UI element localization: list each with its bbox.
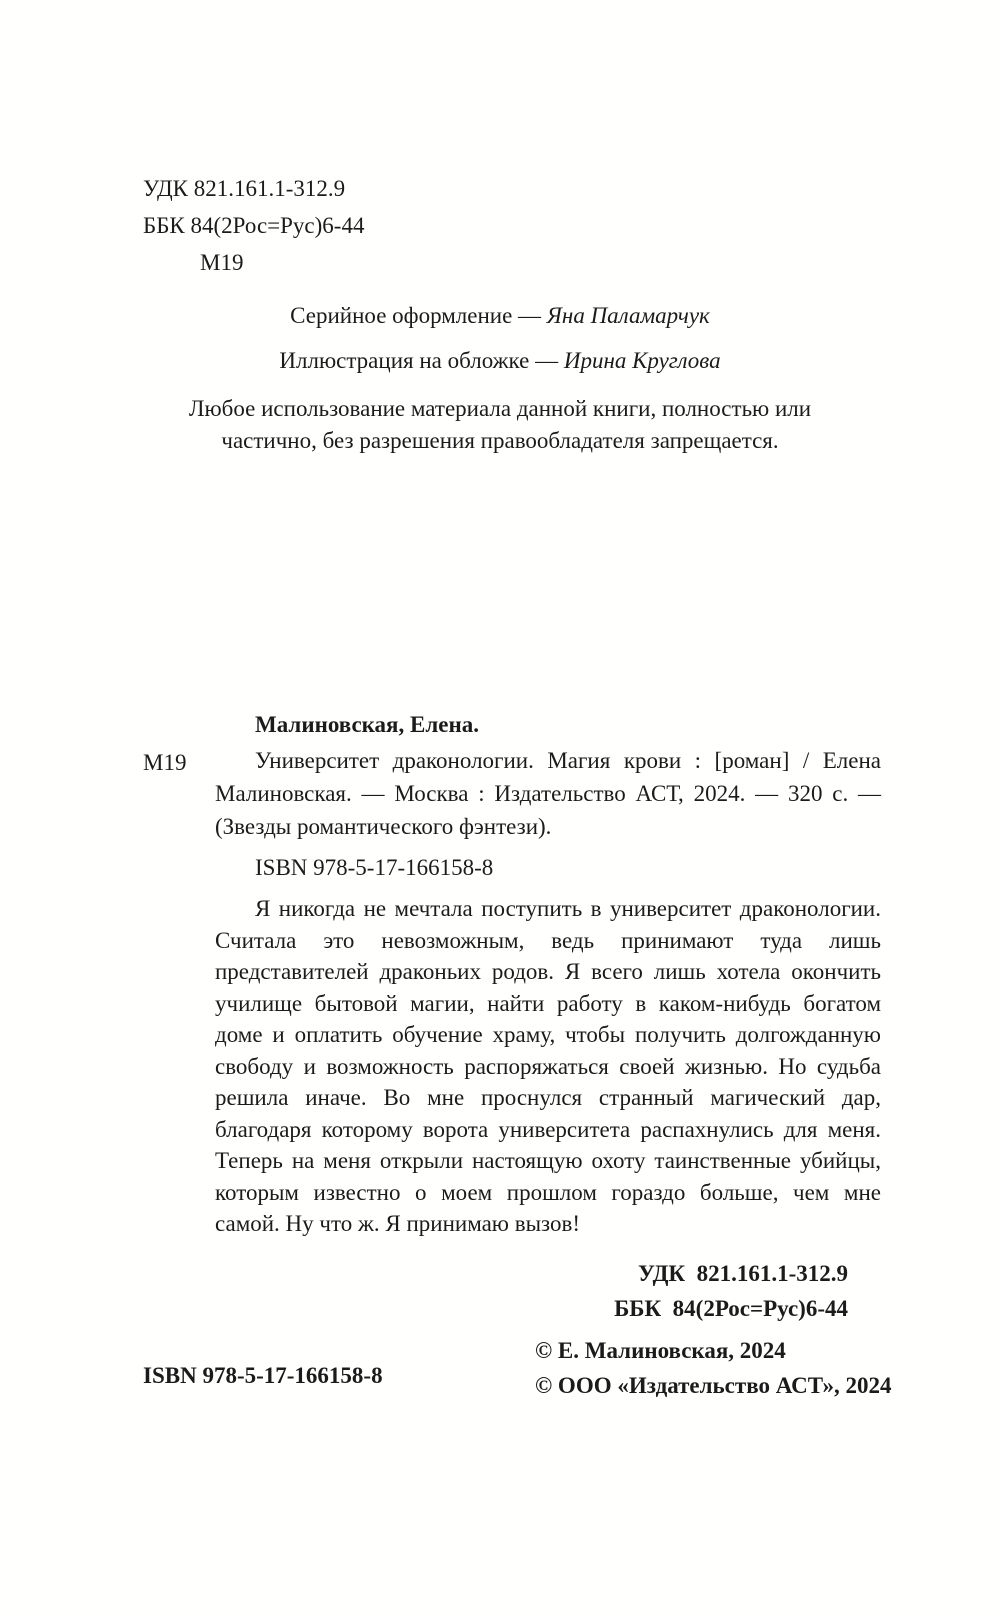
catalog-entry-row (143, 744, 881, 843)
series-designer-name: Яна Паламарчук (546, 303, 710, 328)
rights-notice: Любое использование материала данной книги, полностью или частично, без разрешения правообладателя запрещается. (188, 396, 812, 453)
m19-code-top: М19 (200, 250, 244, 275)
cover-illustrator-name: Ирина Круглова (563, 348, 721, 373)
credits-block (0, 303, 1000, 457)
series-design-label: Серийное оформление — (290, 303, 547, 328)
udk-code-top: УДК 821.161.1-312.9 (143, 176, 346, 201)
footer-copyrights (535, 1333, 892, 1403)
cover-illustration-label: Иллюстрация на обложке — (279, 348, 564, 373)
udk-code-bottom: УДК 821.161.1-312.9 (638, 1260, 848, 1286)
catalog-card (143, 708, 881, 1326)
bbk-code-top: ББК 84(2Рос=Рус)6-44 (143, 213, 365, 238)
copyright-publisher-line: © ООО «Издательство АСТ», 2024 (535, 1373, 892, 1398)
bbk-code-bottom: ББК 84(2Рос=Рус)6-44 (614, 1295, 848, 1321)
m19-code-catalog: М19 (143, 750, 187, 775)
catalog-author: Малиновская, Елена. (255, 712, 479, 737)
footer-isbn: ISBN 978-5-17-166158-8 (143, 1363, 383, 1388)
catalog-entry: Университет драконологии. Магия крови : [роман] / Елена Малиновская. — Москва : Издательство АСТ, 2024. — 320 с. — (Звезды романтического фэнтези). (215, 748, 881, 839)
cover-illustration-credit (0, 348, 1000, 374)
annotation-text: Я никогда не мечтала поступить в университет драконологии. Считала это невозможным, ведь принимают туда лишь представителей драконьих родов. Я всего лишь хотела окончить училище бытовой магии, найти работу в каком-нибудь богатом доме и оплатить обучение храму, чтобы получить долгожданную свободу и возможность распоряжаться своей жизнью. Но судьба решила иначе. Во мне проснулся странный магический дар, благодаря которому ворота университета распахнулись для меня. Теперь на меня открыли настоящую охоту таинственные убийцы, которым известно о моем прошлом гораздо больше, чем мне самой. Ну что ж. Я принимаю вызов! (215, 896, 881, 1236)
copyright-author-line: © Е. Малиновская, 2024 (535, 1338, 786, 1363)
classification-bottom-block (215, 1256, 881, 1326)
classification-block (143, 170, 364, 281)
series-design-credit (0, 303, 1000, 329)
catalog-isbn: ISBN 978-5-17-166158-8 (255, 855, 494, 880)
